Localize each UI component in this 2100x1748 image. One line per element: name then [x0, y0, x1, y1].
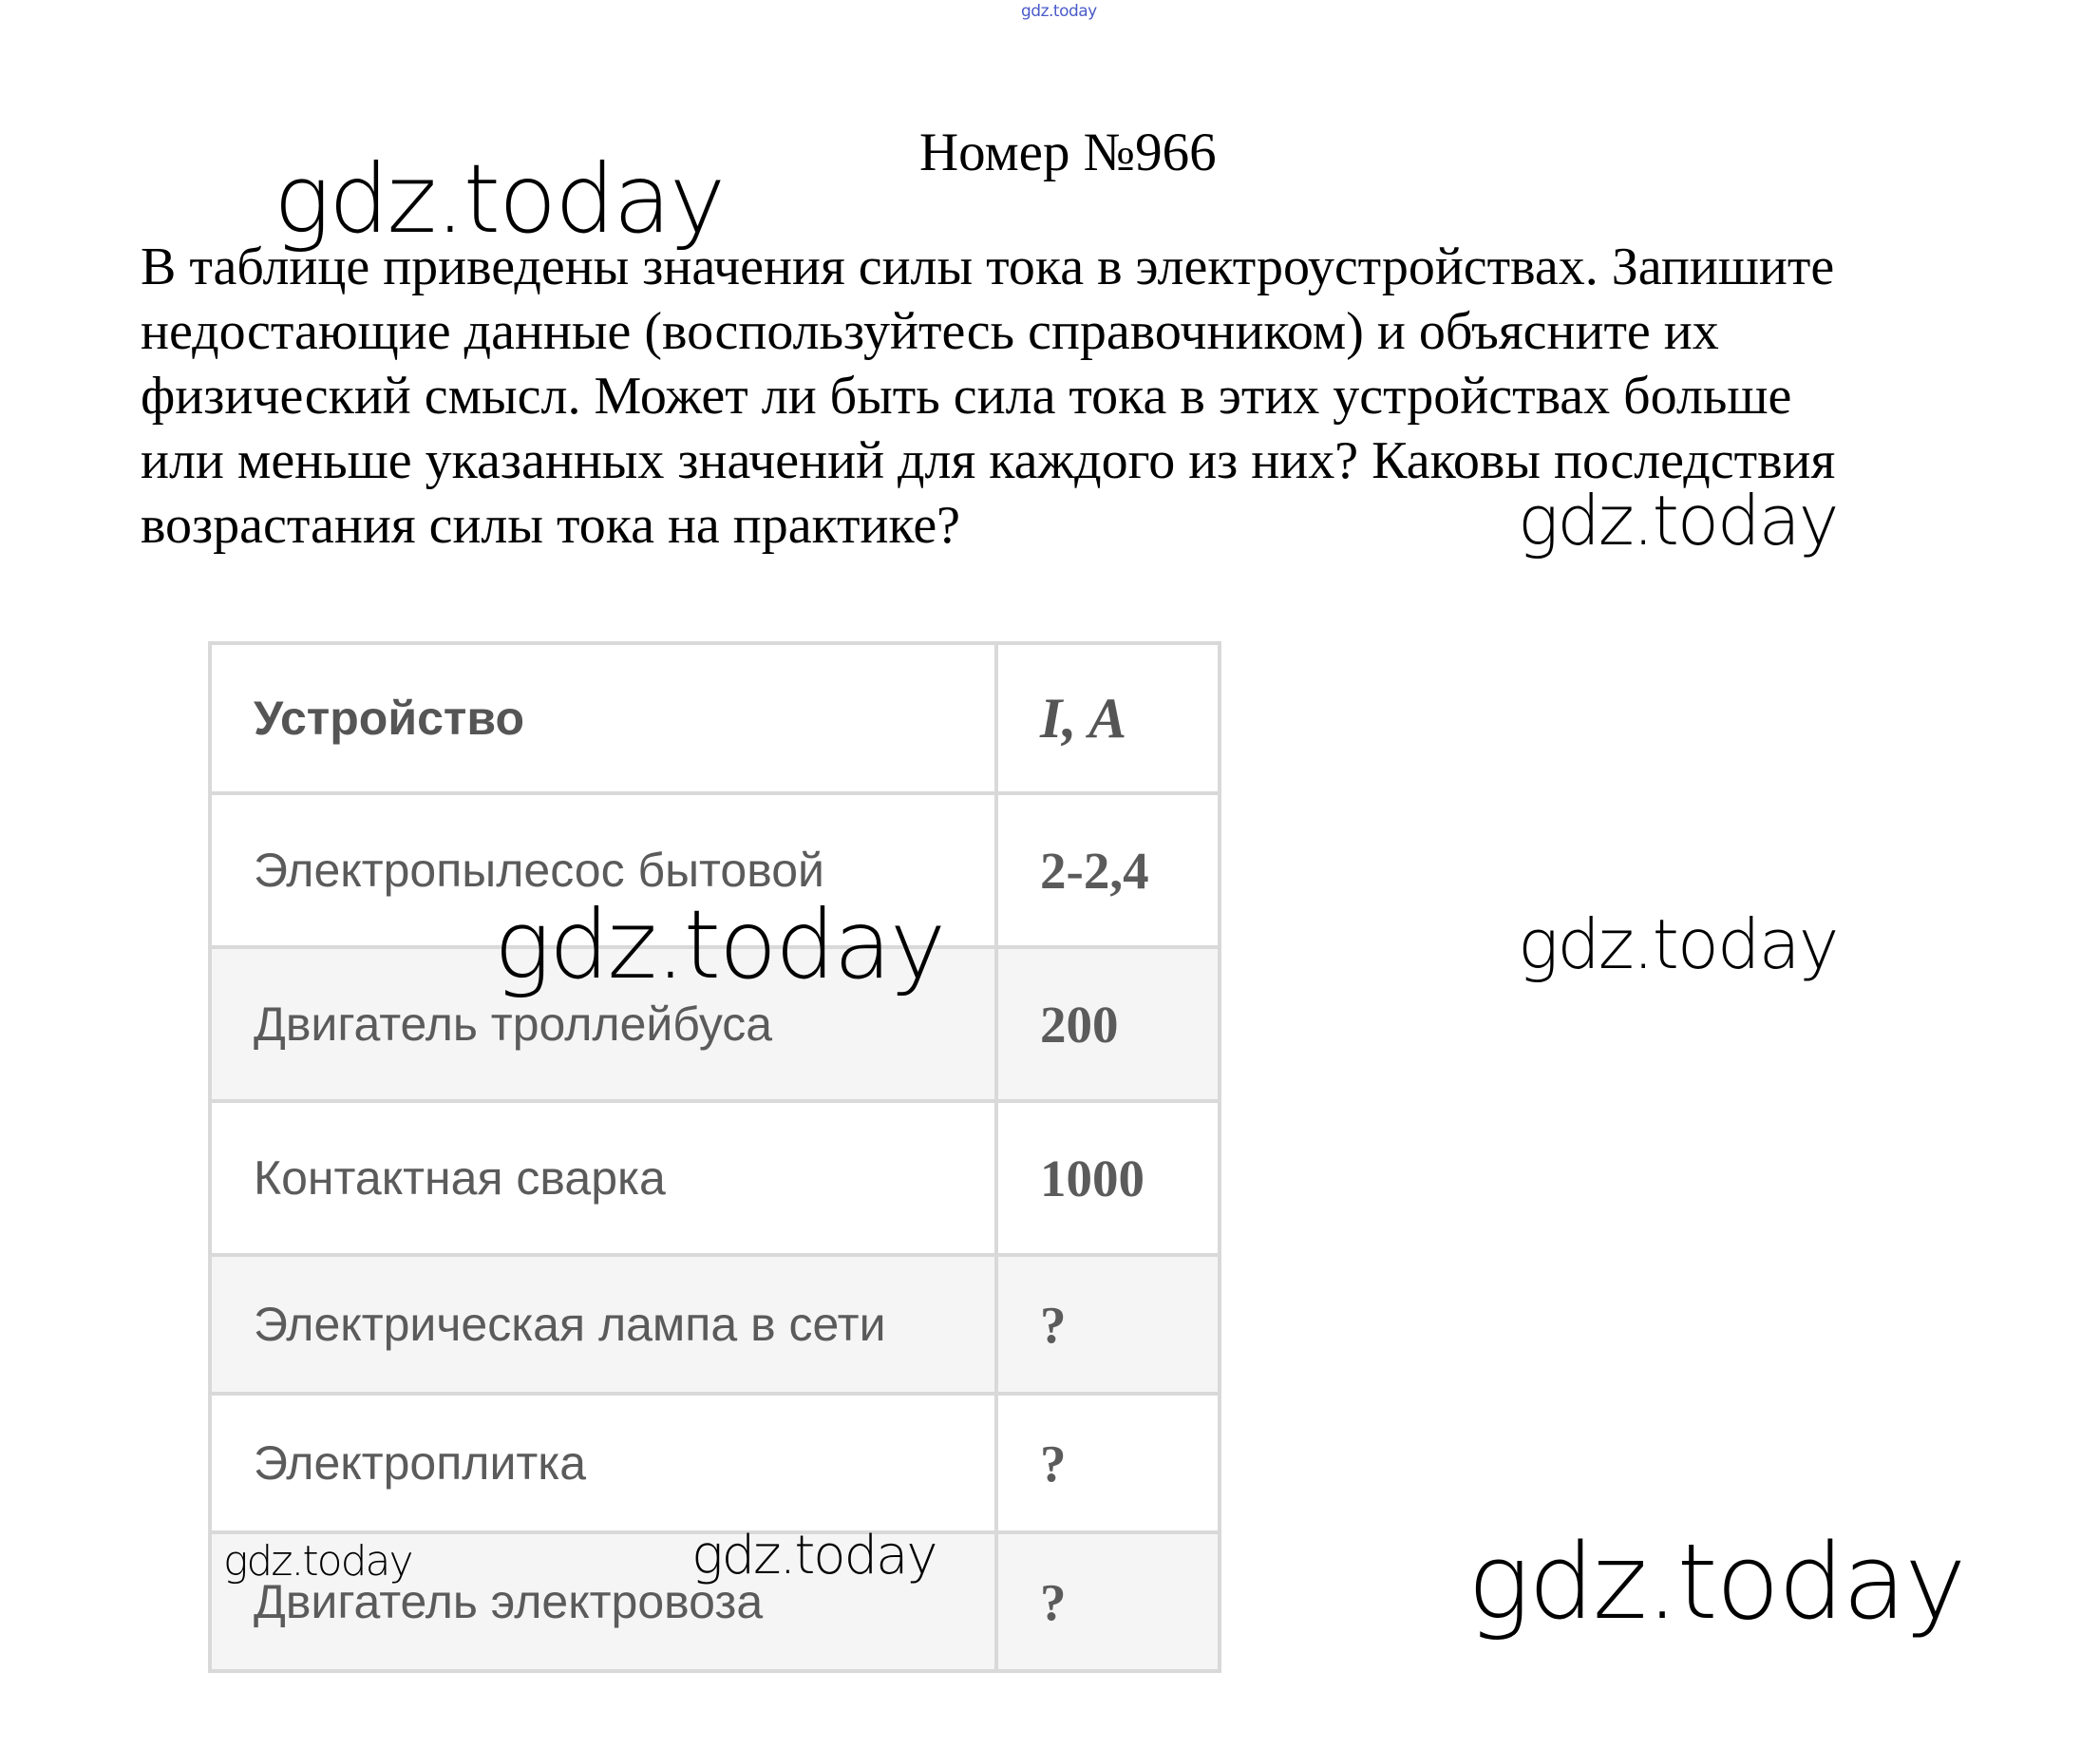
watermark: gdz.today [223, 1537, 412, 1586]
watermark: gdz.today [691, 1525, 936, 1586]
current-cell: ? [996, 1255, 1220, 1394]
watermark: gdz.today [1467, 1521, 1965, 1643]
device-cell: Двигатель троллейбуса [210, 947, 996, 1101]
header-current: I, A [996, 643, 1220, 793]
table-header-row [210, 643, 1220, 793]
current-cell: 200 [996, 947, 1220, 1101]
table-row [210, 1101, 1220, 1255]
current-cell: 2-2,4 [996, 793, 1220, 947]
watermark: gdz.today [494, 889, 945, 1000]
top-watermark: gdz.today [1021, 2, 1097, 21]
header-device: Устройство [210, 643, 996, 793]
task-line: возрастания силы тока на практике? [141, 496, 961, 555]
device-cell: Контактная сварка [210, 1101, 996, 1255]
device-cell: Электрическая лампа в сети [210, 1255, 996, 1394]
task-line: физический смысл. Может ли быть сила тока в этих устройствах больше [141, 367, 1792, 426]
task-line: или меньше указанных значений для каждого из них? Каковы последствия [141, 431, 1836, 490]
device-cell: Электропылесос бытовой [210, 793, 996, 947]
table-row [210, 1255, 1220, 1394]
device-cell: Двигатель электровоза [210, 1532, 996, 1671]
watermark: gdz.today [1518, 904, 1838, 984]
device-cell: Электроплитка [210, 1394, 996, 1532]
watermark: gdz.today [1518, 481, 1838, 560]
watermark: gdz.today [274, 143, 725, 255]
table-row [210, 1394, 1220, 1532]
task-line: недостающие данные (воспользуйтесь справочником) и объясните их [141, 302, 1719, 361]
current-table [208, 641, 1221, 1673]
task-line: В таблице приведены значения силы тока в электроустройствах. Запишите [141, 238, 1835, 296]
page-title: Номер №966 [919, 123, 1217, 182]
current-cell: 1000 [996, 1101, 1220, 1255]
current-cell: ? [996, 1532, 1220, 1671]
current-cell: ? [996, 1394, 1220, 1532]
